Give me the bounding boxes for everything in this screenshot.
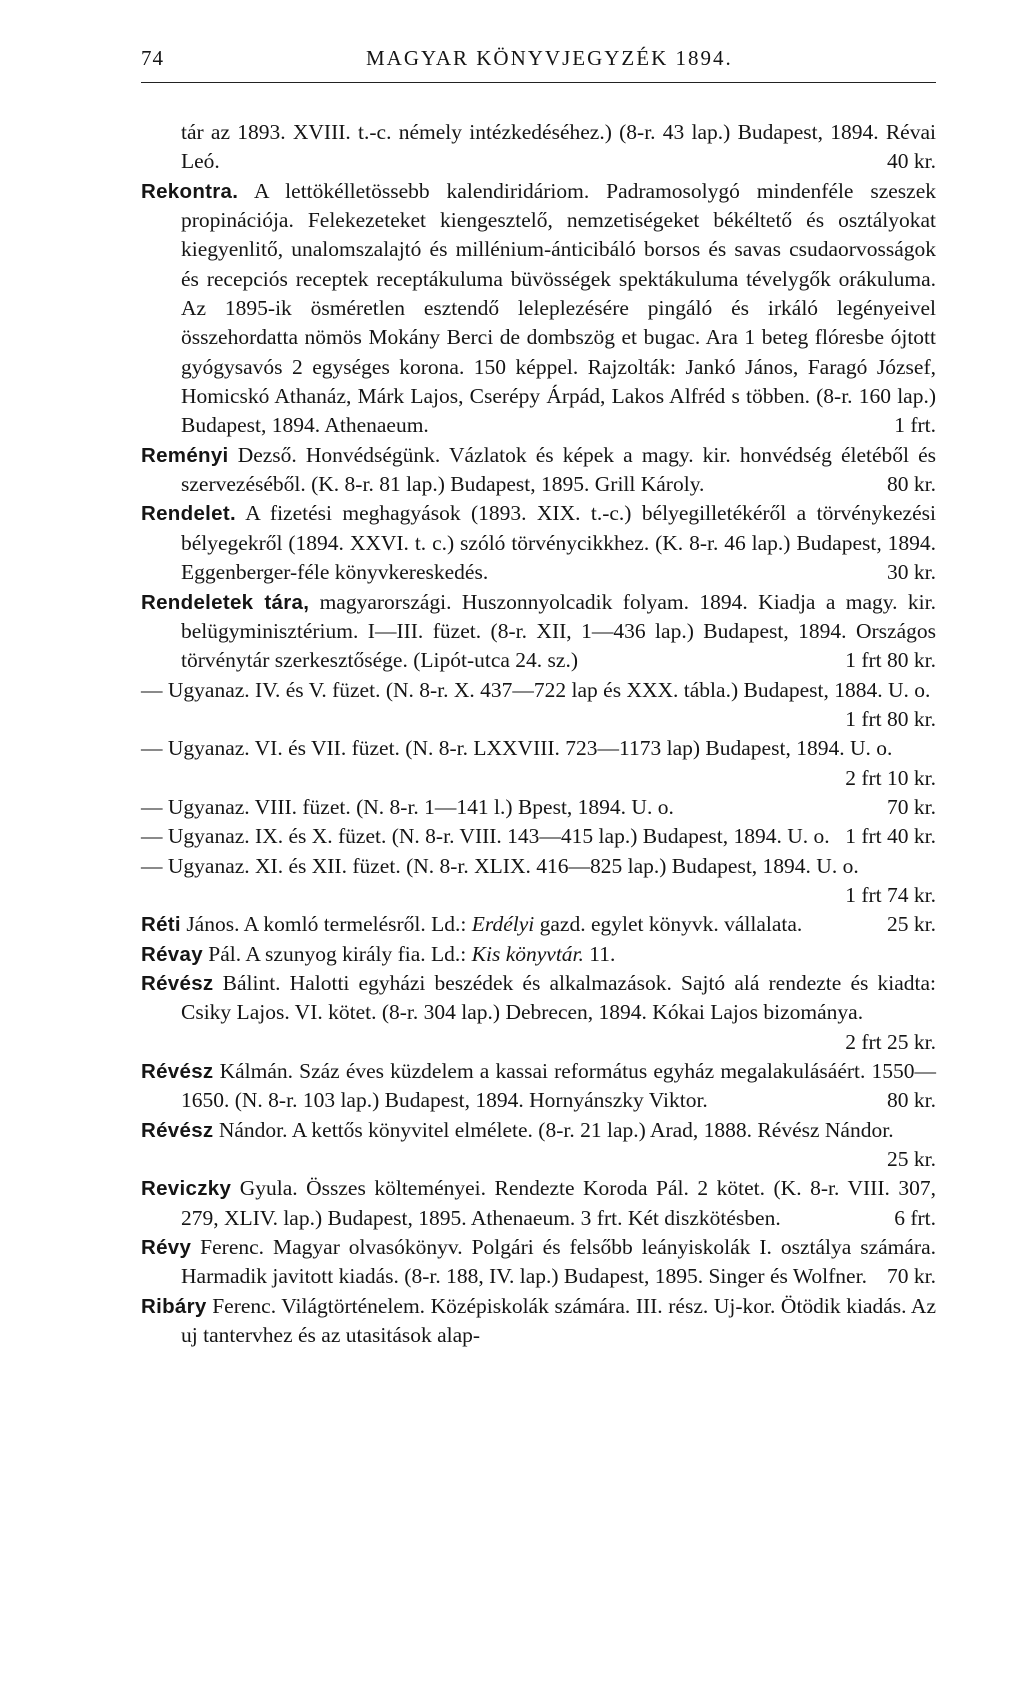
catalogue-entry	[141, 822, 936, 851]
catalogue-entry	[141, 910, 936, 939]
entry-heading: Révész	[141, 1118, 214, 1142]
entry-price: 1 frt.	[894, 413, 936, 438]
entry-price: 1 frt 74 kr.	[845, 882, 936, 907]
entry-text: Dezső. Honvédségünk. Vázlatok és képek a magy. kir. honvédség életéből és szervezéséből. (K. 8-r. 81 lap.) Budapest, 1895. Grill Károly.	[181, 442, 937, 497]
entry-price: 80 kr.	[887, 472, 936, 497]
entry-text: Kálmán. Száz éves küzdelem a kassai református egyház megalakulásáért. 1550—1650. (N. 8-r. 103 lap.) Budapest, 1894. Hornyánszky Viktor.	[181, 1059, 936, 1113]
entry-heading: Rendelet.	[141, 502, 236, 526]
entry-price: 80 kr.	[887, 1088, 936, 1113]
catalogue-entry	[141, 499, 936, 587]
catalogue-entry	[141, 177, 936, 441]
entry-text: — Ugyanaz. IX. és X. füzet. (N. 8-r. VIII. 143—415 lap.) Budapest, 1894. U. o.	[141, 824, 830, 849]
catalogue-entry	[141, 676, 936, 735]
entry-heading: Reviczky	[141, 1177, 232, 1201]
catalogue-entry	[141, 441, 936, 500]
entry-series-title: Kis könyvtár.	[471, 941, 584, 966]
catalogue-entry	[141, 1057, 936, 1116]
entry-text-continued: 11.	[589, 941, 616, 966]
entry-heading: Révész	[141, 971, 214, 995]
page-number: 74	[141, 46, 164, 70]
entry-text: — Ugyanaz. XI. és XII. füzet. (N. 8-r. XLIX. 416—825 lap.) Budapest, 1894. U. o.	[141, 853, 859, 878]
entry-heading: Révy	[141, 1236, 192, 1260]
entry-price: 30 kr.	[887, 560, 936, 585]
entry-price: 70 kr.	[887, 794, 936, 819]
entry-heading: Révay	[141, 942, 203, 966]
entry-text: A lettökélletössebb kalendiridáriom. Padramosolygó mindenféle szeszek propinációja. Felekezeteket kiengesztelő, nemzetiségeket békéltető és osztályokat kiegyenlitő, unalomszalajtó és millénium-ánticibáló borsos és savas csudaorvosságok és recepciós receptek receptákuluma büvösségek spektákuluma tévelygők orákuluma. Az 1895-ik ösméretlen esztendő leleplezésére pingáló és irkáló legényeivel összehordatta nömös Mokány Berci de dombszög et bugac. Ara 1 beteg flóresbe ójtott gyógysavós 2 egységes korona. 150 képpel. Rajzolták: Jankó János, Faragó József, Homicskó Athanáz, Márk Lajos, Cserépy Árpád, Lakos Alfréd s többen. (8-r. 160 lap.) Budapest, 1894. Athenaeum.	[181, 178, 936, 438]
running-title: MAGYAR KÖNYVJEGYZÉK 1894.	[366, 46, 733, 70]
entry-text: Ferenc. Magyar olvasókönyv. Polgári és felsőbb leányiskolák I. osztálya számára. Harmadik javitott kiadás. (8-r. 188, IV. lap.) Budapest, 1895. Singer és Wolfner.	[181, 1235, 937, 1289]
catalogue-entry	[141, 940, 936, 969]
catalogue-entry	[141, 969, 936, 1057]
entry-text-continued: gazd. egylet könyvk. vállalata.	[539, 912, 803, 937]
entry-heading: Reményi	[141, 443, 229, 467]
page-header	[141, 46, 936, 80]
entry-price: 40 kr.	[887, 149, 936, 174]
entry-heading: Rendeletek tára,	[141, 590, 310, 614]
entry-text: Pál. A szunyog király fia. Ld.:	[208, 941, 467, 966]
entry-text: magyarországi. Huszonnyolcadik folyam. 1894. Kiadja a magy. kir. belügyminisztérium. I—III. füzet. (8-r. XII, 1—436 lap.) Budapest, 1894. Országos törvénytár szerkesztősége. (Lipót-utca 24. sz.)	[181, 589, 936, 673]
entry-price: 6 frt.	[894, 1205, 936, 1230]
entry-text: Ferenc. Világtörténelem. Középiskolák számára. III. rész. Uj-kor. Ötödik kiadás. Az uj tantervhez és az utasitások alap-	[181, 1293, 936, 1348]
entry-price: 25 kr.	[887, 1147, 936, 1172]
entry-series-title: Erdélyi	[471, 912, 535, 937]
entry-text: tár az 1893. XVIII. t.-c. némely intézkedéséhez.) (8-r. 43 lap.) Budapest, 1894. Révai Leó.	[181, 120, 936, 174]
catalogue-entry	[141, 1174, 936, 1233]
entry-text: Gyula. Összes költeményei. Rendezte Koroda Pál. 2 kötet. (K. 8-r. VIII. 307, 279, XLIV. lap.) Budapest, 1895. Athenaeum. 3 frt. Két diszkötésben.	[181, 1176, 937, 1230]
catalogue-entry	[141, 1116, 936, 1175]
entry-text: — Ugyanaz. IV. és V. füzet. (N. 8-r. X. 437—722 lap és XXX. tábla.) Budapest, 1884. U. o.	[141, 677, 931, 702]
entry-price: 1 frt 80 kr.	[845, 706, 936, 731]
header-rule	[141, 82, 936, 83]
entry-text: János. A komló termelésről. Ld.:	[186, 912, 467, 937]
catalogue-entry	[141, 793, 936, 822]
entry-price: 70 kr.	[887, 1264, 936, 1289]
entry-text: — Ugyanaz. VI. és VII. füzet. (N. 8-r. LXXVIII. 723—1173 lap) Budapest, 1894. U. o.	[141, 736, 893, 761]
entry-text: Bálint. Halotti egyházi beszédek és alkalmazások. Sajtó alá rendezte és kiadta: Csiky Lajos. VI. kötet. (8-r. 304 lap.) Debrecen, 1894. Kókai Lajos bizománya.	[181, 970, 936, 1025]
catalogue-entry	[141, 588, 936, 676]
catalogue-entry	[141, 852, 936, 911]
catalogue-entry	[141, 118, 936, 177]
catalogue-entries	[141, 118, 936, 1350]
catalogue-entry	[141, 1233, 936, 1292]
entry-heading: Réti	[141, 913, 181, 937]
entry-price: 2 frt 10 kr.	[845, 765, 936, 790]
entry-price: 2 frt 25 kr.	[845, 1029, 936, 1054]
entry-heading: Rekontra.	[141, 179, 239, 203]
entry-text: Nándor. A kettős könyvitel elmélete. (8-r. 21 lap.) Arad, 1888. Révész Nándor.	[218, 1117, 894, 1142]
entry-price: 1 frt 40 kr.	[845, 824, 936, 849]
entry-text: A fizetési meghagyások (1893. XIX. t.-c.) bélyegilletékéről a törvénykezési bélyegekről (1894. XXVI. t. c.) szóló törvénycikkhez. (K. 8-r. 46 lap.) Budapest, 1894. Eggenberger-féle könyvkereskedés.	[181, 501, 936, 585]
catalogue-entry	[141, 734, 936, 793]
entry-price: 1 frt 80 kr.	[845, 648, 936, 673]
entry-heading: Révész	[141, 1060, 214, 1083]
entry-text: — Ugyanaz. VIII. füzet. (N. 8-r. 1—141 l.) Bpest, 1894. U. o.	[141, 794, 674, 819]
entry-heading: Ribáry	[141, 1294, 207, 1318]
catalogue-entry	[141, 1292, 936, 1351]
entry-price: 25 kr.	[887, 912, 936, 937]
